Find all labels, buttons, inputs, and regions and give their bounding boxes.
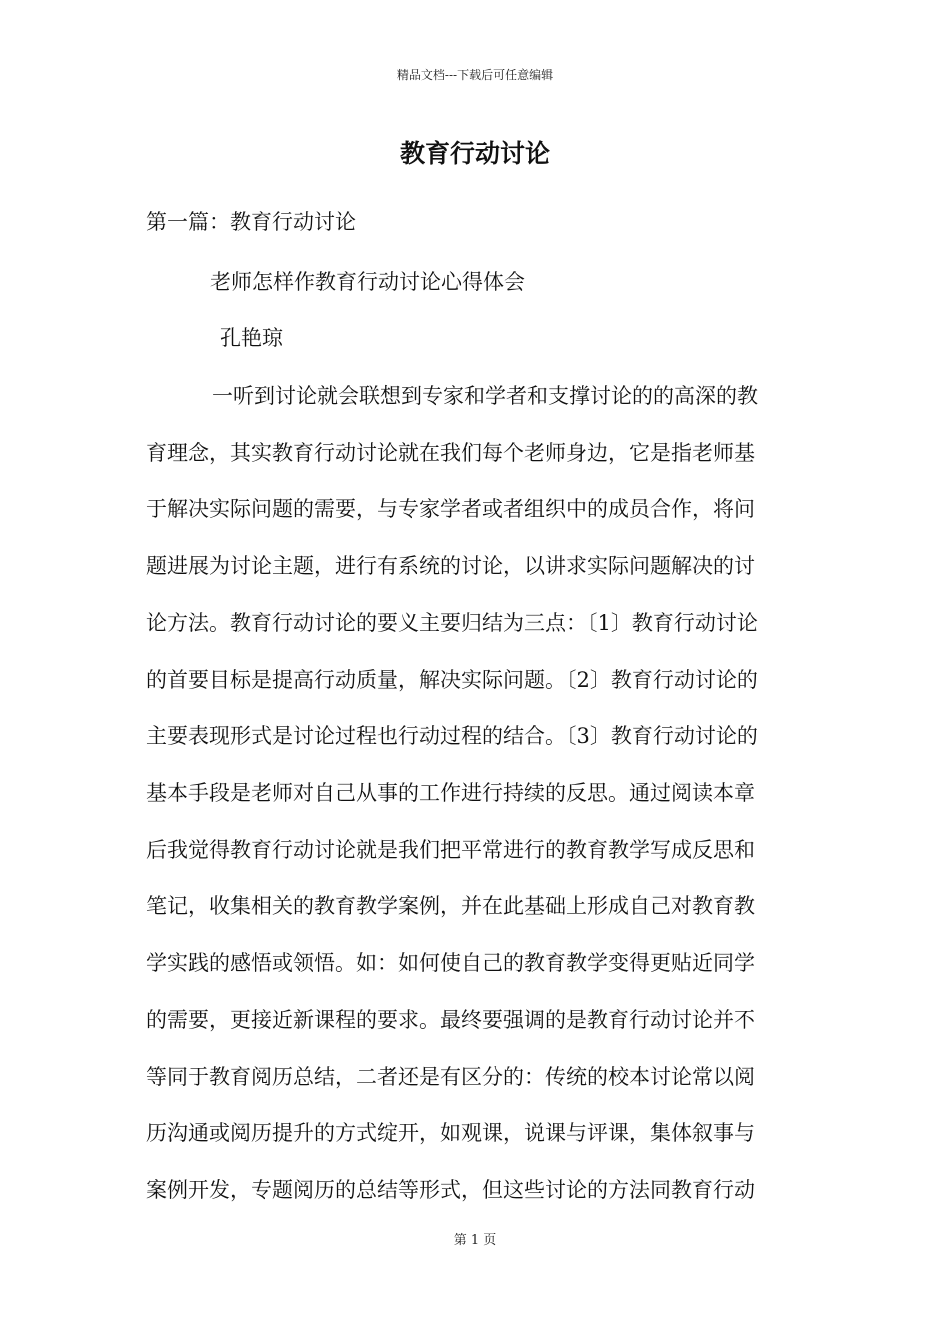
section-heading: 第一篇：教育行动讨论: [146, 210, 356, 234]
body-line: 历沟通或阅历提升的方式绽开，如观课，说课与评课，集体叙事与: [146, 1121, 755, 1145]
subtitle: 老师怎样作教育行动讨论心得体会: [210, 270, 525, 294]
body-line: 一听到讨论就会联想到专家和学者和支撑讨论的的高深的教: [212, 384, 758, 408]
body-line: 主要表现形式是讨论过程也行动过程的结合。〔3〕教育行动讨论的: [146, 724, 758, 748]
body-line: 案例开发，专题阅历的总结等形式，但这些讨论的方法同教育行动: [146, 1178, 755, 1202]
page-number: 第 1 页: [453, 1233, 497, 1248]
body-line: 的首要目标是提高行动质量，解决实际问题。〔2〕教育行动讨论的: [146, 668, 758, 692]
body-line: 育理念，其实教育行动讨论就在我们每个老师身边，它是指老师基: [146, 441, 755, 465]
author: 孔艳琼: [220, 326, 283, 350]
body-line: 等同于教育阅历总结，二者还是有区分的：传统的校本讨论常以阅: [146, 1065, 755, 1089]
document-title: 教育行动讨论: [399, 139, 550, 168]
body-line: 于解决实际问题的需要，与专家学者或者组织中的成员合作，将问: [146, 497, 755, 521]
body-line: 笔记，收集相关的教育教学案例，并在此基础上形成自己对教育教: [146, 894, 755, 918]
page-header: 精品文档---下载后可任意编辑: [396, 68, 554, 82]
body-line: 基本手段是老师对自己从事的工作进行持续的反思。通过阅读本章: [146, 781, 755, 805]
body-line: 题进展为讨论主题，进行有系统的讨论，以讲求实际问题解决的讨: [146, 554, 755, 578]
body-line: 论方法。教育行动讨论的要义主要归结为三点：〔1〕教育行动讨论: [146, 611, 758, 635]
body-line: 的需要，更接近新课程的要求。最终要强调的是教育行动讨论并不: [146, 1008, 755, 1032]
body-line: 后我觉得教育行动讨论就是我们把平常进行的教育教学写成反思和: [146, 838, 755, 862]
body-line: 学实践的感悟或领悟。如：如何使自己的教育教学变得更贴近同学: [146, 951, 755, 975]
